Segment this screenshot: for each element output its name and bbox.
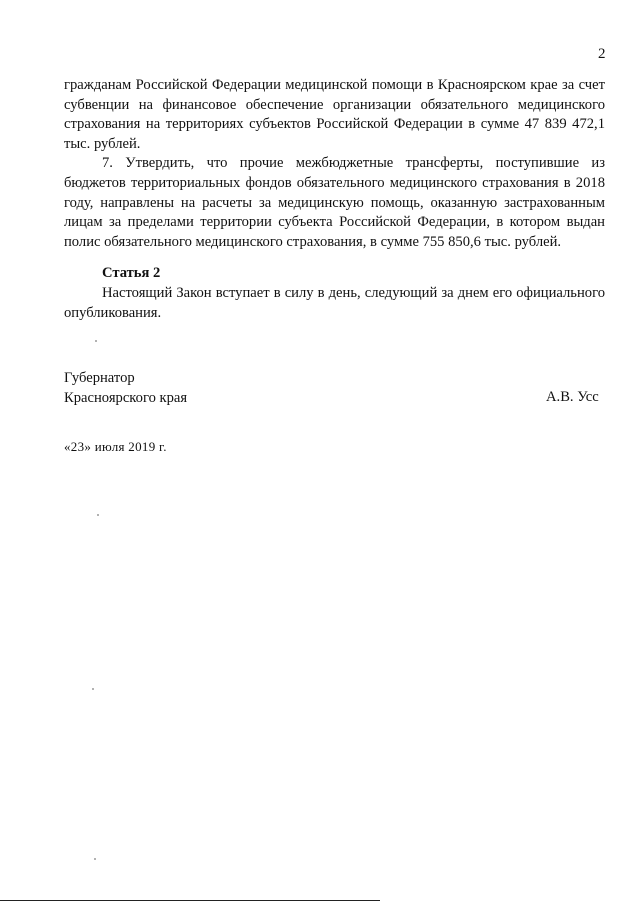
signer-position-line-2: Красноярского края — [64, 389, 188, 406]
article-2-text: Настоящий Закон вступает в силу в день, следующий за днем его официального опубликования. — [64, 285, 605, 321]
paragraph-continuation: гражданам Российской Федерации медицинской помощи в Красноярском крае за счет субвенции на финансовое обеспечение организации обязательного медицинского страхования на территориях субъектов Российской Федерации в сумме 47 839 472,1 тыс. рублей. — [64, 77, 605, 152]
bottom-edge-rule — [0, 900, 380, 901]
signer-name: А.В. Усс — [546, 389, 599, 405]
document-body — [64, 76, 605, 252]
signer-position-line-1: Губернатор — [64, 370, 135, 386]
article-2-title: Статья 2 — [102, 265, 161, 281]
signer-position — [64, 369, 187, 408]
document-date: «23» июля 2019 г. — [64, 439, 167, 454]
paragraph-7: 7. Утвердить, что прочие межбюджетные трансферты, поступившие из бюджетов территориальных фондов обязательного медицинского страхования в 2018 году, направлены на расчеты за медицинскую помощь, оказанную застрахованным лицам за пределами территории субъекта Российской Федерации, в котором выдан полис обязательного медицинского страхования, в сумме 755 850,6 тыс. рублей. — [64, 155, 605, 250]
scan-speck — [95, 340, 97, 342]
scan-speck — [97, 514, 99, 516]
scan-speck — [92, 688, 94, 690]
scan-speck — [94, 858, 96, 860]
page-number: 2 — [598, 46, 606, 62]
